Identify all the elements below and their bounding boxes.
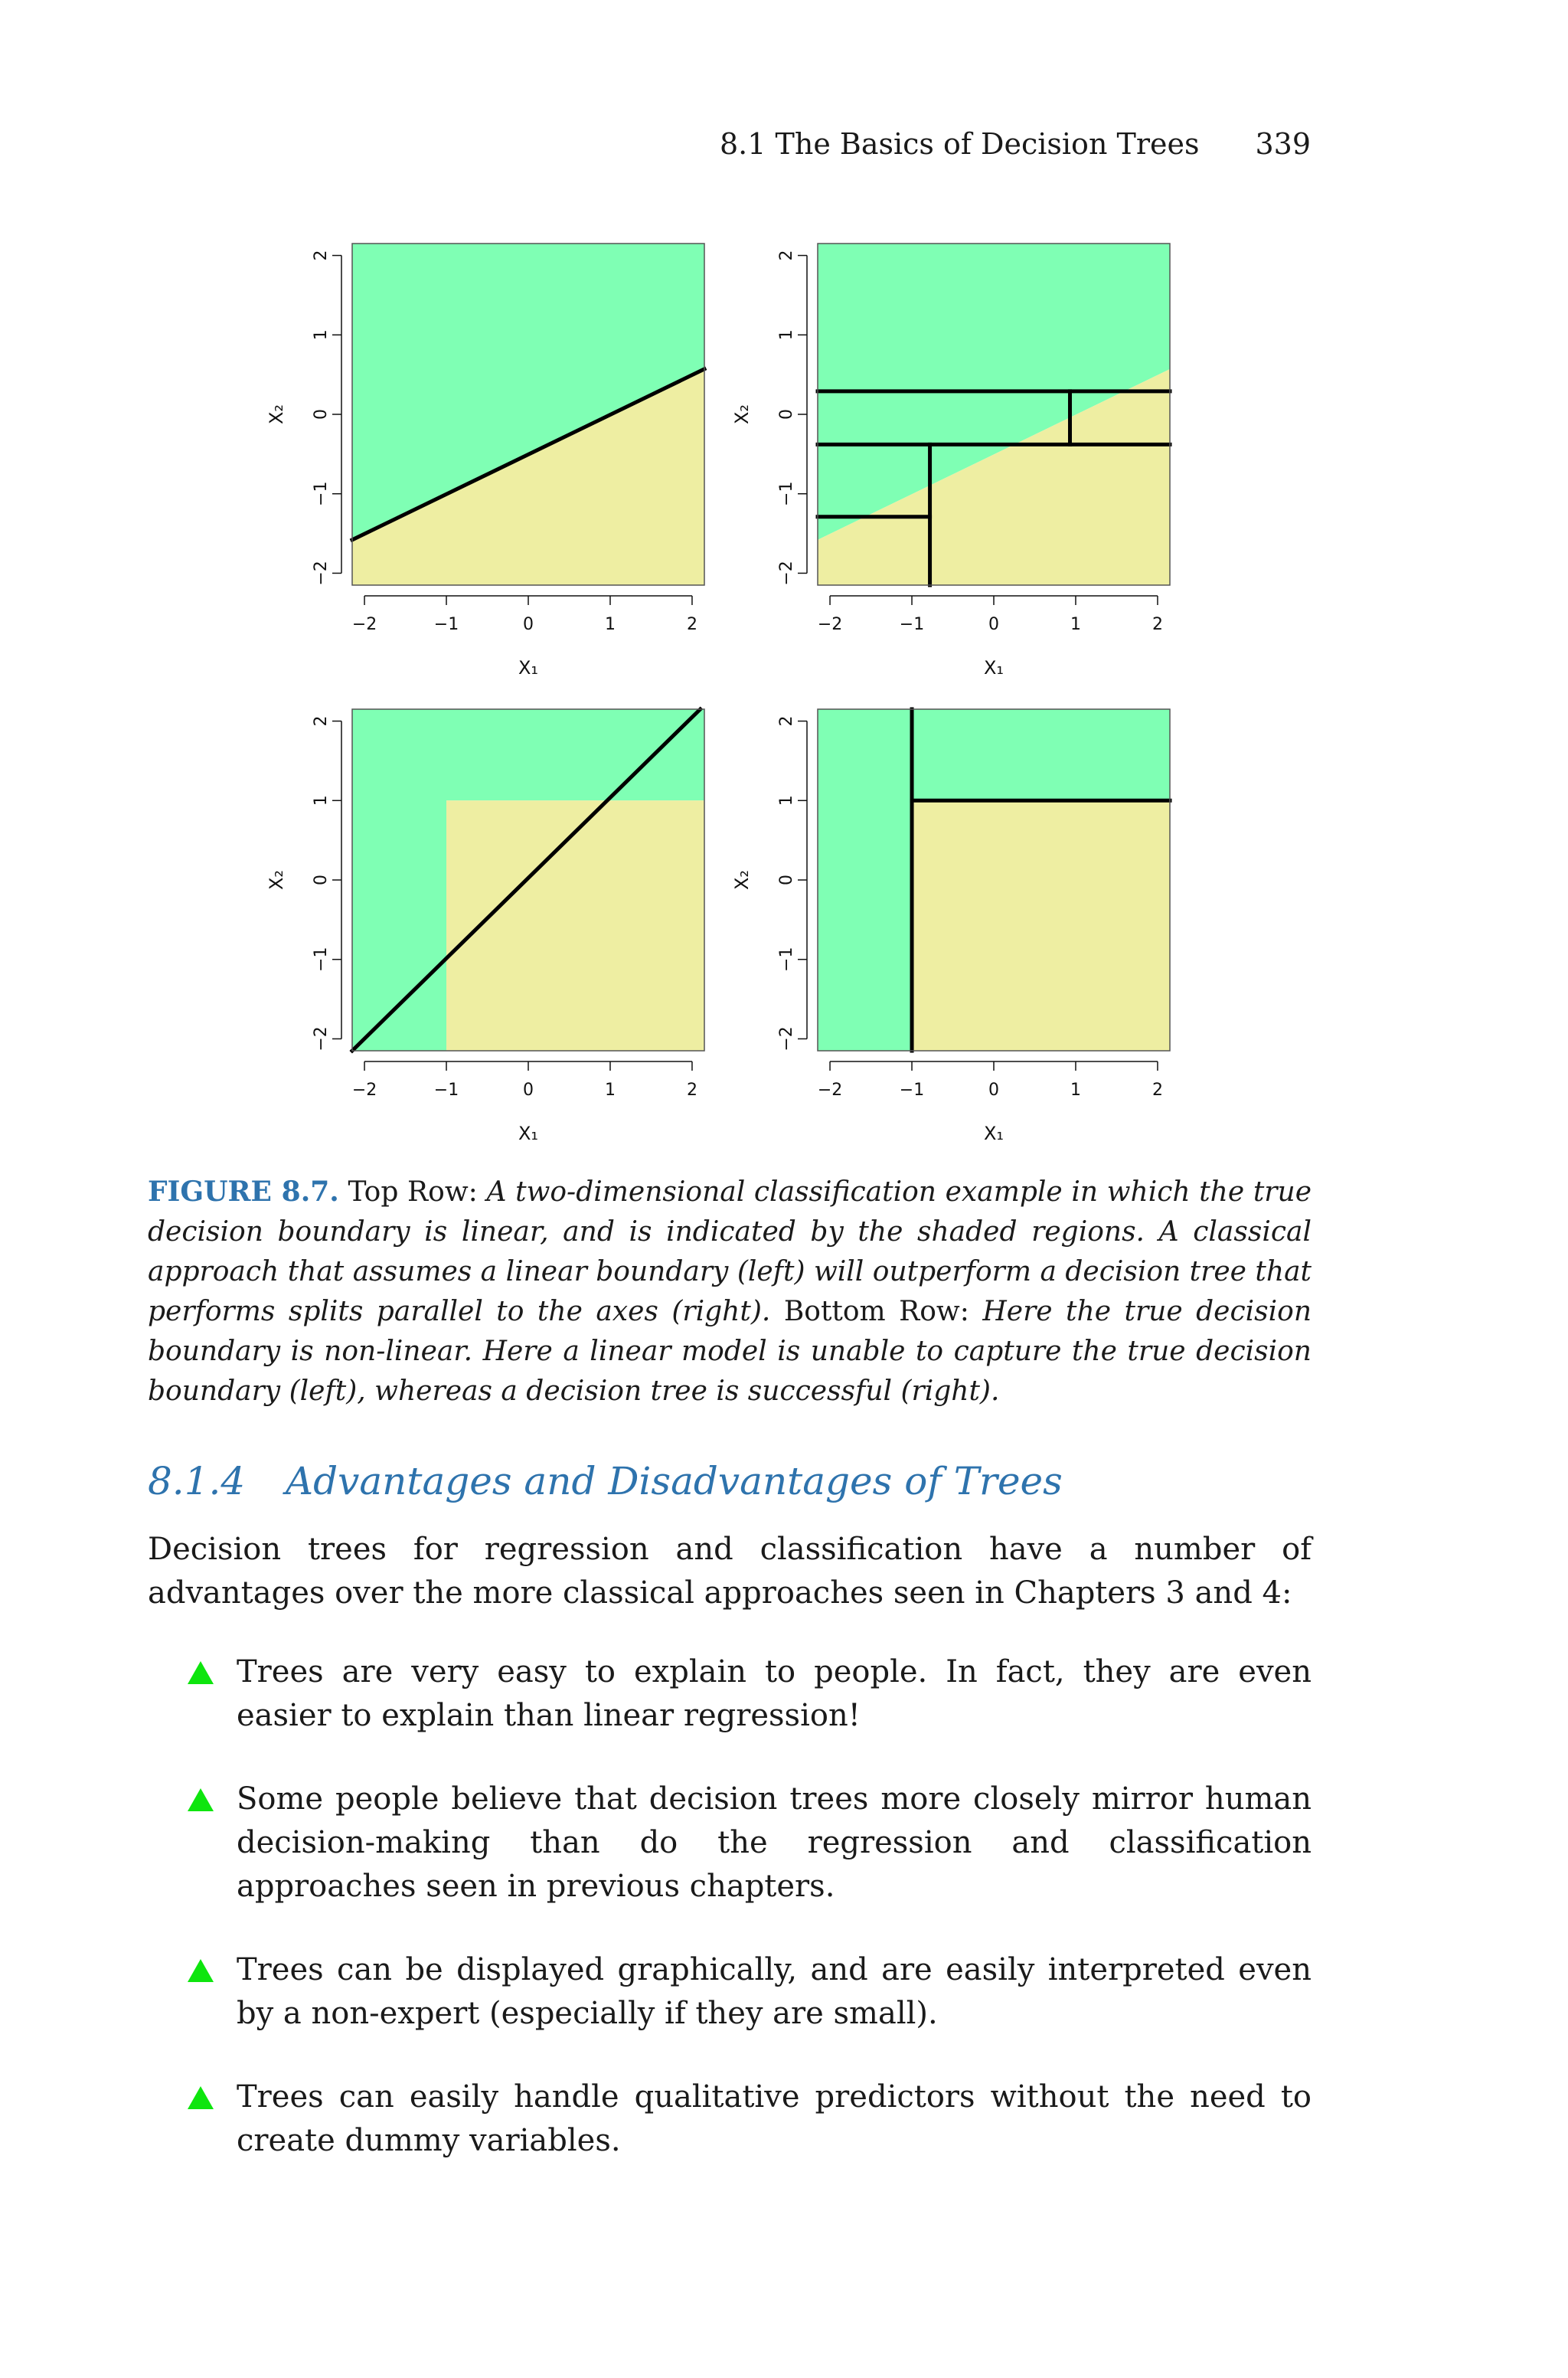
y-tick-label: 0 (312, 875, 331, 885)
x-tick-label: 0 (523, 1081, 534, 1100)
x-tick-label: 2 (1152, 615, 1163, 634)
y-tick-label: 2 (777, 250, 796, 261)
region-1 (912, 800, 1170, 1051)
region-1 (446, 800, 704, 1051)
x-axis-label: X₁ (518, 657, 539, 679)
x-tick-label: 2 (1152, 1081, 1163, 1100)
panel-top-left (260, 244, 720, 680)
running-head-section: 8.1 The Basics of Decision Trees (720, 127, 1200, 161)
y-tick-label: −2 (312, 561, 331, 586)
page-number: 339 (1255, 127, 1311, 161)
list-item (188, 1778, 1312, 1909)
x-tick-label: 0 (523, 615, 534, 634)
x-tick-label: 1 (604, 615, 616, 634)
x-tick-label: −2 (817, 1081, 843, 1100)
caption-bottom-row-text: Here the true decision boundary is non-linear. Here a linear model is unable to capture the true decision boundary (left), whereas a decision tree is successful (right). (148, 1296, 1312, 1407)
y-axis-label: X₂ (266, 404, 287, 425)
caption-top-row-label: Top Row: (348, 1176, 478, 1208)
y-axis-label: X₂ (731, 869, 753, 891)
list-item (188, 2075, 1312, 2163)
x-tick-label: −2 (817, 615, 843, 634)
y-axis-label: X₂ (266, 869, 287, 891)
x-tick-label: 1 (604, 1081, 616, 1100)
x-tick-label: 2 (686, 1081, 697, 1100)
x-tick-label: 1 (1070, 1081, 1081, 1100)
y-tick-label: −2 (312, 1026, 331, 1052)
x-tick-label: −2 (351, 1081, 377, 1100)
section-heading (148, 1459, 1312, 1503)
bullet-text: Trees can be displayed graphically, and are easily interpreted even by a non-expert (especially if they are small). (237, 1952, 1312, 2031)
bullet-text: Trees can easily handle qualitative predictors without the need to create dummy variables. (237, 2079, 1312, 2158)
list-item (188, 1948, 1312, 2036)
section-title: Advantages and Disadvantages of Trees (286, 1459, 1063, 1503)
y-tick-label: 2 (777, 715, 796, 727)
y-axis-label: X₂ (731, 404, 753, 425)
x-tick-label: 2 (686, 615, 697, 634)
x-tick-label: −1 (899, 1081, 925, 1100)
x-tick-label: −2 (351, 615, 377, 634)
figure-label: FIGURE 8.7. (148, 1176, 339, 1208)
x-tick-label: 0 (988, 615, 999, 634)
y-tick-label: 2 (312, 715, 331, 727)
x-tick-label: −1 (433, 615, 459, 634)
x-axis-label: X₁ (983, 1123, 1004, 1144)
y-tick-label: −1 (312, 947, 331, 972)
panel-bottom-left (260, 709, 720, 1146)
advantages-list (188, 1650, 1312, 2203)
x-axis-label: X₁ (518, 1123, 539, 1144)
x-axis-label: X₁ (983, 657, 1004, 679)
y-tick-label: 1 (777, 795, 796, 806)
triangle-bullet-icon (188, 1661, 214, 1684)
bullet-text: Some people believe that decision trees more closely mirror human decision-making than do the regression and classification approaches seen in previous chapters. (237, 1781, 1312, 1904)
y-tick-label: −2 (777, 561, 796, 586)
caption-bottom-row-label: Bottom Row: (783, 1296, 969, 1327)
triangle-bullet-icon (188, 1959, 214, 1982)
y-tick-label: 2 (312, 250, 331, 261)
y-tick-label: −1 (777, 481, 796, 506)
y-tick-label: −1 (312, 481, 331, 506)
x-tick-label: −1 (433, 1081, 459, 1100)
intro-paragraph: Decision trees for regression and classification have a number of advantages over the more classical approaches seen in Chapters 3 and 4: (148, 1532, 1312, 1611)
section-number: 8.1.4 (148, 1459, 246, 1503)
bullet-text: Trees are very easy to explain to people. In fact, they are even easier to explain than linear regression! (237, 1654, 1312, 1733)
list-item (188, 1650, 1312, 1738)
y-tick-label: −2 (777, 1026, 796, 1052)
triangle-bullet-icon (188, 1788, 214, 1811)
y-tick-label: 1 (312, 795, 331, 806)
y-tick-label: 1 (777, 329, 796, 341)
y-tick-label: 0 (777, 409, 796, 420)
x-tick-label: 0 (988, 1081, 999, 1100)
figure-caption (148, 1172, 1312, 1411)
caption-top-row-text: A two-dimensional classification example in which the true decision boundary is linear, and is indicated by the shaded regions. A classical approach that assumes a linear boundary (left) will outperform a decision tree that performs splits parallel to the axes (right). (148, 1176, 1312, 1327)
y-tick-label: 0 (312, 409, 331, 420)
y-tick-label: 0 (777, 875, 796, 885)
y-tick-label: 1 (312, 329, 331, 341)
panel-top-right (726, 244, 1185, 680)
y-tick-label: −1 (777, 947, 796, 972)
panel-bottom-right (726, 709, 1185, 1146)
triangle-bullet-icon (188, 2086, 214, 2109)
x-tick-label: −1 (899, 615, 925, 634)
x-tick-label: 1 (1070, 615, 1081, 634)
